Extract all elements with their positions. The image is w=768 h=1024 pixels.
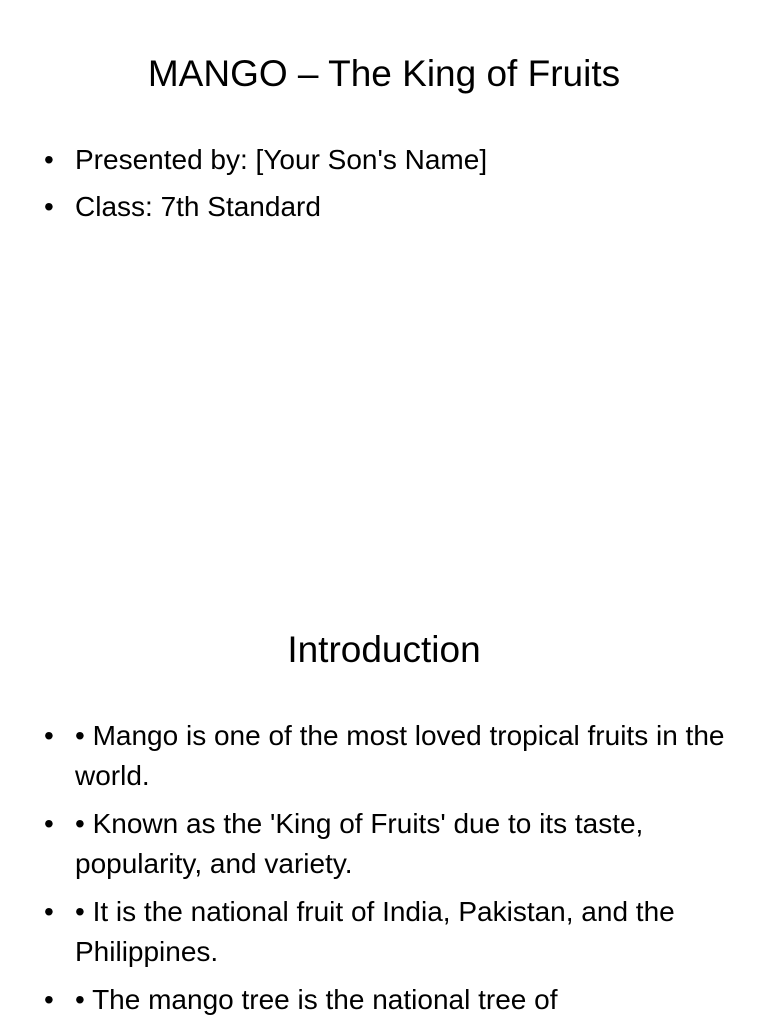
bullet-icon: • <box>44 896 54 927</box>
slide-title: Introduction <box>287 629 481 670</box>
bullet-item <box>44 980 734 1020</box>
bullet-icon: • <box>44 144 54 175</box>
bullet-text: • It is the national fruit of India, Pakistan, and the Philippines. <box>75 896 675 967</box>
bullet-icon: • <box>44 191 54 222</box>
bullet-item <box>44 140 734 180</box>
bullet-icon: • <box>44 808 54 839</box>
bullet-list <box>44 140 734 234</box>
bullet-text: Presented by: [Your Son's Name] <box>75 144 488 175</box>
bullet-text: • Mango is one of the most loved tropical fruits in the world. <box>75 720 725 791</box>
bullet-item <box>44 804 734 884</box>
bullet-item <box>44 892 734 972</box>
bullet-list <box>44 716 734 1024</box>
slide-introduction <box>0 576 768 1024</box>
bullet-item <box>44 187 734 227</box>
bullet-text: • The mango tree is the national tree of <box>75 984 558 1015</box>
bullet-item <box>44 716 734 796</box>
slide-title: MANGO – The King of Fruits <box>147 53 621 94</box>
bullet-icon: • <box>44 984 54 1015</box>
bullet-text: • Known as the 'King of Fruits' due to its taste, popularity, and variety. <box>75 808 644 879</box>
bullet-text: Class: 7th Standard <box>75 191 321 222</box>
bullet-icon: • <box>44 720 54 751</box>
